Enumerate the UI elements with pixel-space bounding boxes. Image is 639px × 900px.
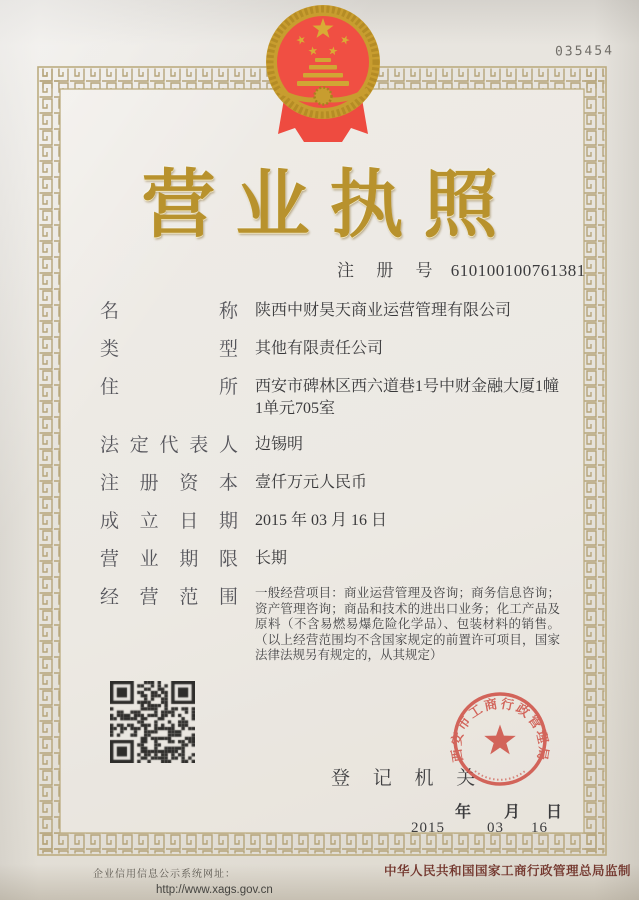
- field-label: 成立日期: [100, 511, 238, 532]
- serial-number: 035454: [554, 43, 615, 60]
- seal-text: 西安市工商行政管理局: [448, 695, 552, 764]
- day-label: 日: [546, 804, 563, 821]
- field-label: 名称: [100, 301, 238, 322]
- qr-code: [110, 681, 195, 763]
- field-value: 其他有限责任公司: [255, 340, 384, 357]
- license-fields: [100, 300, 562, 664]
- credit-system-url: http://www.xags.gov.cn: [156, 884, 273, 896]
- field-row-business-term: [100, 548, 562, 572]
- field-label: 注册资本: [100, 473, 238, 494]
- field-value: 一般经营项目：商业运营管理及咨询；商务信息咨询；资产管理咨询；商品和技术的进出口业务；化工产品及原料（不含易燃易爆危险化学品）、包装材料的销售。（以上经营范围均不含国家规定的前置许可项目，国家法律法规另有规定的，从其规定）: [255, 586, 560, 662]
- day-value: 16: [531, 820, 548, 836]
- month-value: 03: [487, 820, 504, 836]
- license-title: 营业执照: [141, 165, 518, 247]
- field-label: 经营范围: [100, 587, 238, 608]
- field-value: 壹仟万元人民币: [255, 474, 368, 491]
- field-value: 西安市碑林区西六道巷1号中财金融大厦1幢1单元705室: [255, 378, 560, 417]
- field-label: 住所: [100, 377, 238, 398]
- year-label: 年: [455, 804, 472, 821]
- field-row-legal-representative: [100, 434, 562, 458]
- national-emblem-icon: [256, 2, 390, 142]
- year-value: 2015: [411, 820, 445, 836]
- registrar-label: 登 记 机 关: [331, 768, 485, 789]
- field-row-registered-capital: [100, 472, 562, 496]
- registration-number-label: 注 册 号: [337, 261, 442, 280]
- field-value: 2015 年 03 月 16 日: [255, 512, 388, 529]
- field-row-name: [100, 300, 562, 324]
- month-label: 月: [504, 804, 521, 821]
- field-row-establish-date: [100, 510, 562, 534]
- field-label: 法定代表人: [100, 435, 238, 456]
- field-value: 长期: [255, 550, 288, 567]
- field-row-address: [100, 376, 562, 420]
- field-value: 边锡明: [255, 436, 304, 453]
- issuer-line: 中华人民共和国国家工商行政管理总局监制: [384, 864, 632, 878]
- registration-number-line: [337, 256, 586, 281]
- field-label: 营业期限: [100, 549, 238, 570]
- field-row-business-scope: [100, 586, 562, 664]
- field-label: 类型: [100, 339, 238, 360]
- field-value: 陕西中财昊天商业运营管理有限公司: [255, 302, 512, 319]
- credit-system-label: 企业信用信息公示系统网址：: [93, 869, 236, 880]
- registration-number-value: 610100100761381: [450, 261, 586, 280]
- field-row-type: [100, 338, 562, 362]
- official-seal: [439, 677, 561, 799]
